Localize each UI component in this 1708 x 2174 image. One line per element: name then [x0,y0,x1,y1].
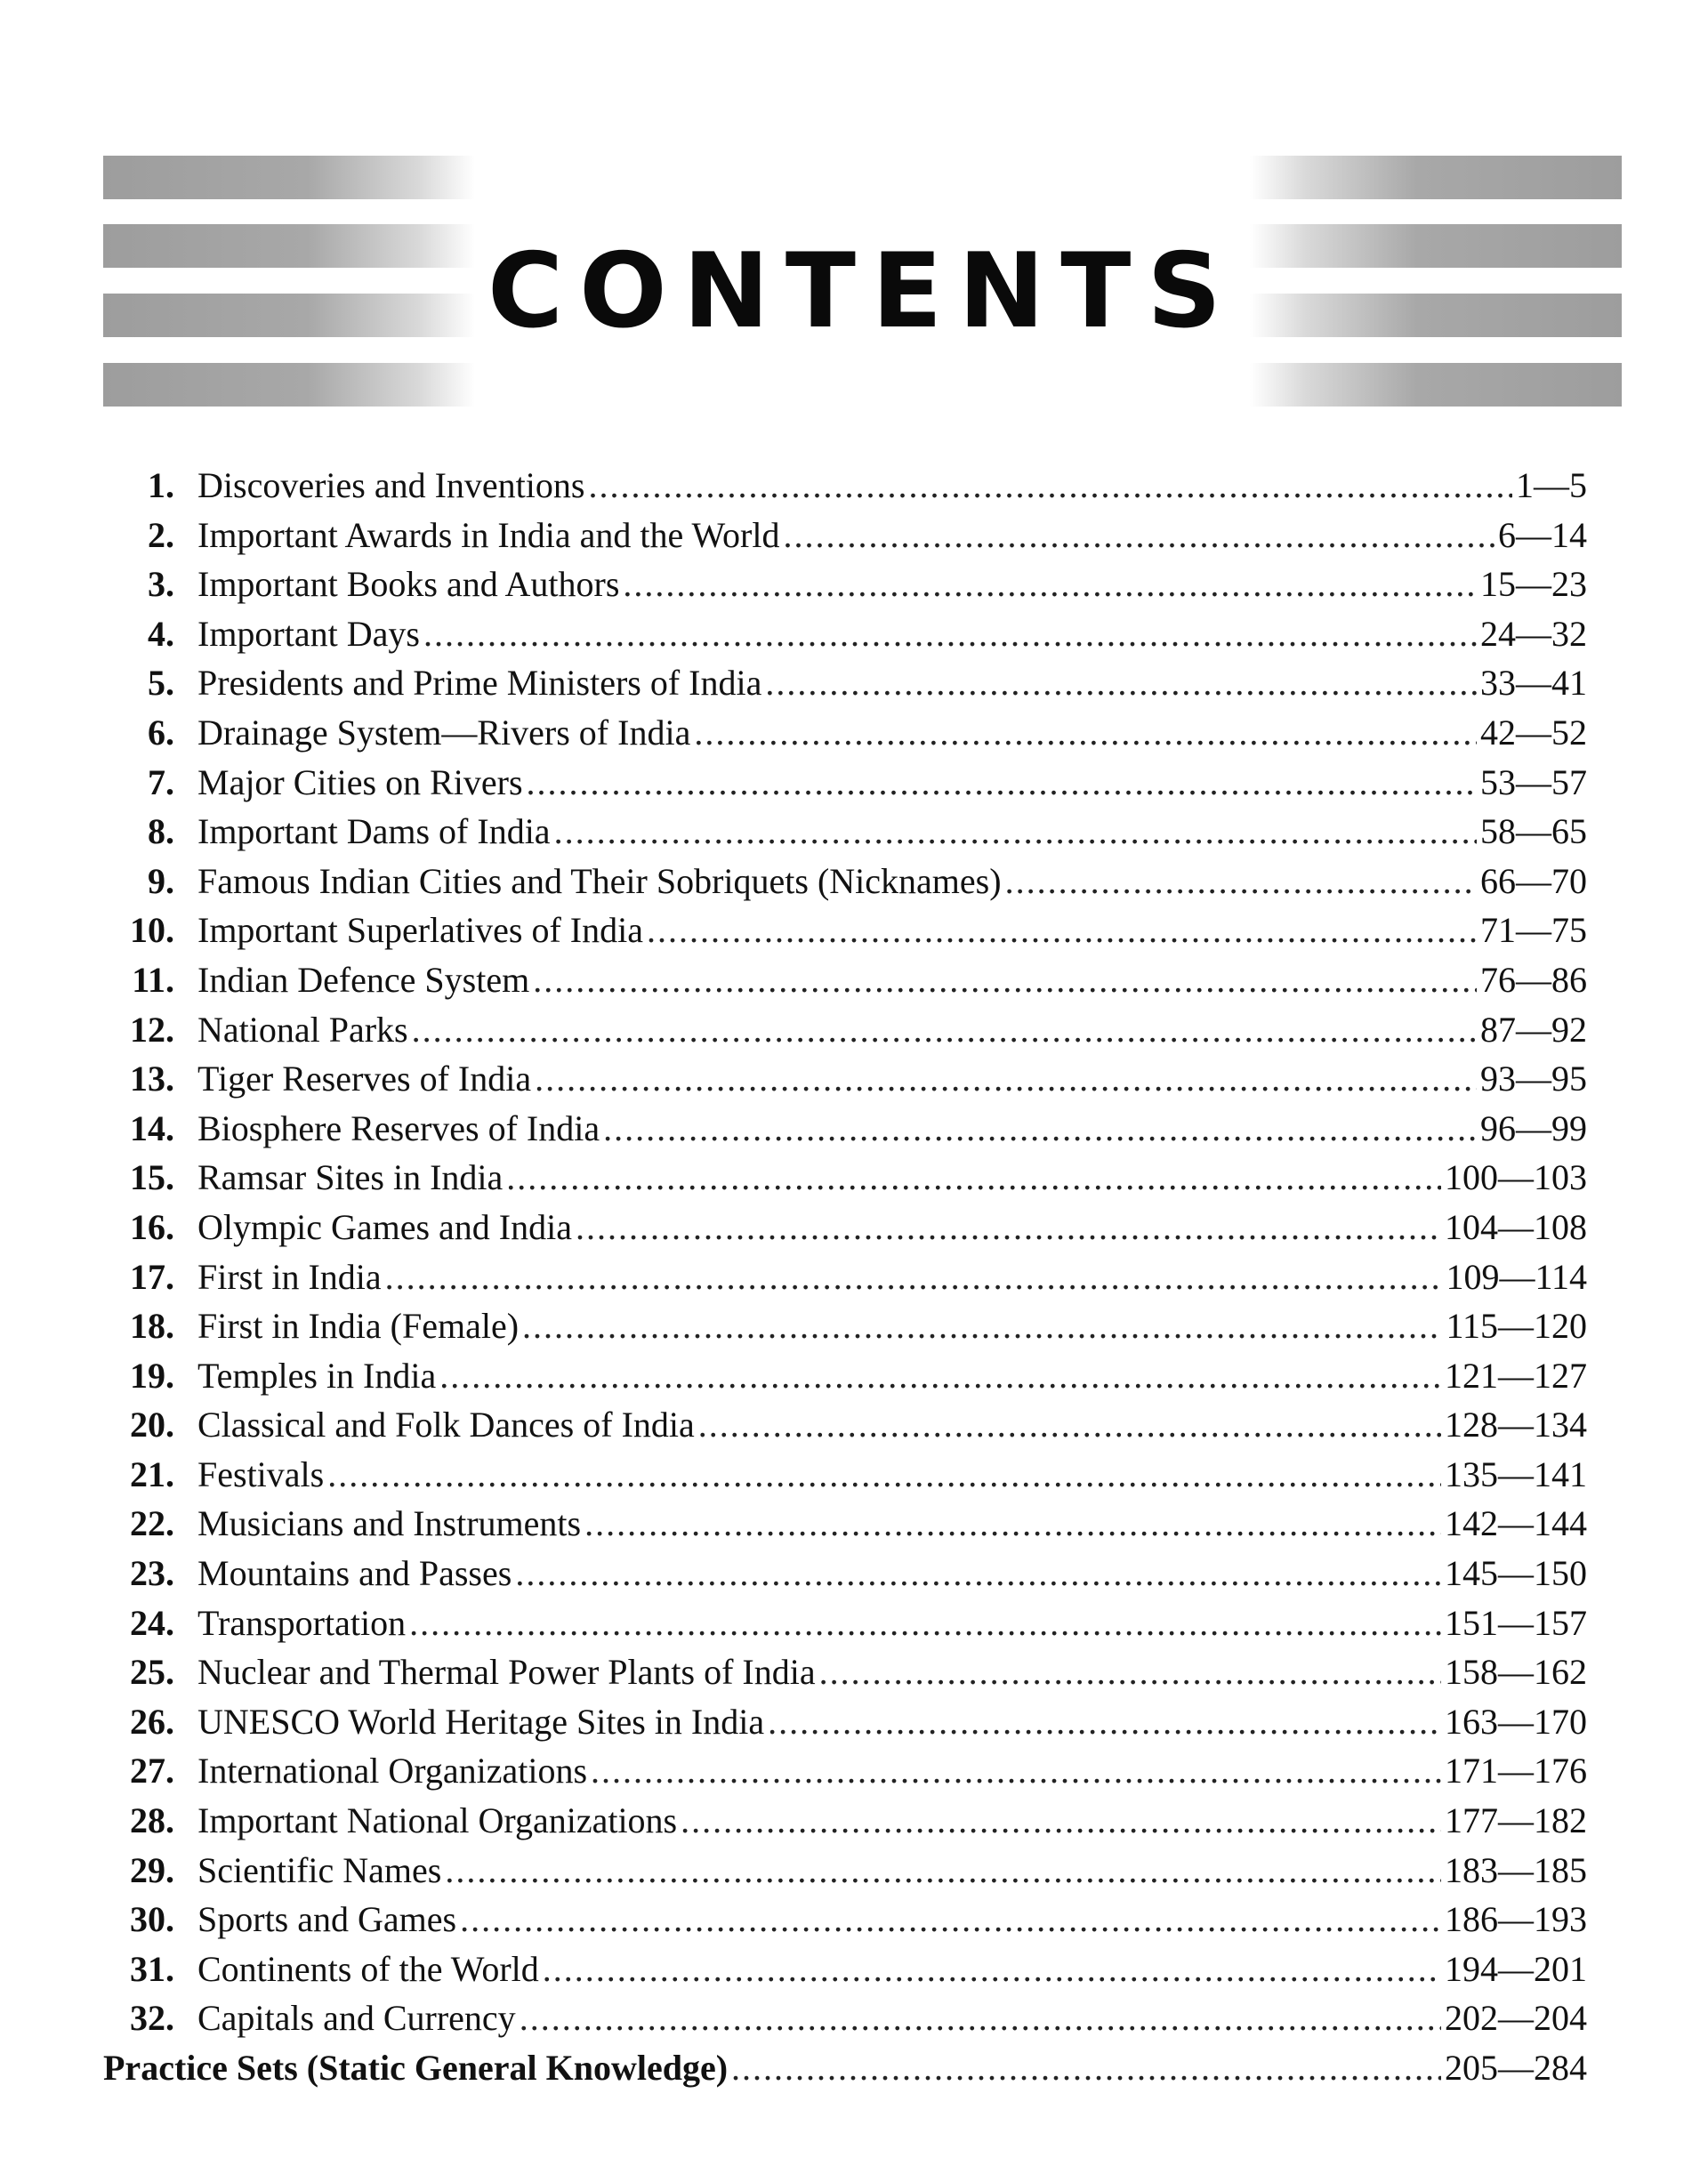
dot-leader [698,1400,1441,1450]
toc-entry-pages: 53—57 [1480,761,1587,802]
toc-entry-number: 2. [148,514,174,555]
toc-entry-number: 7. [148,761,174,802]
toc-entry [103,1846,1587,1896]
toc-entry-pages: 71—75 [1480,910,1587,951]
toc-entry-title: Major Cities on Rivers [197,761,523,802]
toc-entry-number: 27. [130,1751,174,1792]
dot-leader [327,1450,1441,1500]
toc-entry-title: Musicians and Instruments [197,1503,582,1544]
dot-leader [694,708,1477,758]
toc-entry-title: Presidents and Prime Ministers of India [197,663,762,704]
toc-entry [103,658,1587,708]
dot-leader [584,1499,1441,1549]
toc-entry-pages: 6—14 [1498,514,1587,555]
toc-practice-sets [103,2043,1587,2093]
toc-entry [103,1005,1587,1055]
toc-entry-pages: 100—103 [1445,1157,1587,1198]
toc-entry [103,906,1587,955]
dot-leader [603,1104,1477,1154]
dot-leader [506,1153,1441,1203]
toc-entry-title: Important Books and Authors [197,564,620,605]
toc-entry-pages: 158—162 [1445,1652,1587,1693]
toc-entry-pages: 76—86 [1480,959,1587,1000]
toc-entry [103,758,1587,808]
dot-leader [576,1203,1441,1252]
toc-entry-pages: 177—182 [1445,1800,1587,1841]
toc-entry-title: Mountains and Passes [197,1553,512,1594]
toc-entry-title: Transportation [197,1602,407,1643]
toc-entry-number: 21. [130,1453,174,1494]
toc-entry [103,1203,1587,1252]
toc-entry-pages: 171—176 [1445,1751,1587,1792]
toc-entry-pages: 33—41 [1480,663,1587,704]
toc-entry-number: 30. [130,1899,174,1940]
toc-entry-pages: 128—134 [1445,1405,1587,1445]
banner-stripe-left [103,363,475,407]
banner-stripe-right [1250,294,1622,337]
table-of-contents [103,461,1587,2093]
dot-leader [554,807,1477,857]
toc-entry-number: 12. [130,1009,174,1050]
toc-entry-number: 1. [148,465,174,505]
toc-entry-title: Temples in India [197,1355,437,1396]
toc-entry-number: 10. [130,910,174,951]
toc-entry-title: First in India [197,1256,382,1297]
toc-entry-pages: 96—99 [1480,1107,1587,1148]
toc-entry-number: 29. [130,1849,174,1890]
dot-leader [412,1005,1477,1055]
toc-entry-number: 4. [148,613,174,654]
toc-entry-title: Important Awards in India and the World [197,514,780,555]
toc-entry-title: Drainage System—Rivers of India [197,712,691,753]
dot-leader [768,1697,1441,1747]
toc-entry-pages: 121—127 [1445,1355,1587,1396]
toc-entry [103,1598,1587,1648]
toc-entry-pages: 186—193 [1445,1899,1587,1940]
toc-entry-number: 15. [130,1157,174,1198]
toc-entry-number: 13. [130,1059,174,1099]
toc-entry-pages: 93—95 [1480,1059,1587,1099]
dot-leader [783,511,1494,560]
toc-entry-pages: 194—201 [1445,1948,1587,1989]
banner-stripe-left [103,224,475,268]
toc-entry-title: Sports and Games [197,1899,457,1940]
toc-entry-number: 3. [148,564,174,605]
toc-entry-title: Festivals [197,1453,325,1494]
toc-entry [103,609,1587,659]
dot-leader [423,609,1477,659]
toc-entry-number: 19. [130,1355,174,1396]
contents-banner [0,0,1708,445]
toc-entry [103,1796,1587,1846]
page-title: CONTENTS [487,231,1237,351]
toc-entry-pages: 115—120 [1446,1306,1587,1347]
toc-entry [103,1252,1587,1302]
toc-entry-number: 20. [130,1405,174,1445]
toc-entry [103,1351,1587,1401]
toc-entry [103,708,1587,758]
toc-entry [103,1895,1587,1945]
toc-entry [103,1993,1587,2043]
toc-entry-title: International Organizations [197,1751,588,1792]
toc-entry-title: Indian Defence System [197,959,530,1000]
toc-entry [103,1450,1587,1500]
banner-stripe-left [103,294,475,337]
dot-leader [819,1647,1441,1697]
dot-leader [515,1549,1441,1598]
toc-entry-pages: 1—5 [1516,465,1587,505]
toc-entry [103,1054,1587,1104]
toc-entry-title: Biosphere Reserves of India [197,1107,600,1148]
toc-entry-pages: 24—32 [1480,613,1587,654]
toc-entry-title: Important National Organizations [197,1800,678,1841]
toc-entry-number: 26. [130,1701,174,1742]
toc-entry-number: 5. [148,663,174,704]
toc-entry-pages: 202—204 [1445,1998,1587,2039]
toc-entry-title: Nuclear and Thermal Power Plants of India [197,1652,816,1693]
dot-leader [527,758,1477,808]
toc-entry-number: 14. [130,1107,174,1148]
toc-entry [103,1647,1587,1697]
dot-leader [591,1746,1441,1796]
toc-entry-pages: 135—141 [1445,1453,1587,1494]
toc-entry [103,1697,1587,1747]
dot-leader [385,1252,1443,1302]
toc-entry-pages: 87—92 [1480,1009,1587,1050]
banner-stripe-right [1250,156,1622,199]
dot-leader [623,560,1477,609]
toc-entry [103,1499,1587,1549]
toc-entry-pages: 15—23 [1480,564,1587,605]
toc-entry [103,511,1587,560]
toc-entry-title: Discoveries and Inventions [197,465,585,505]
toc-entry [103,857,1587,906]
dot-leader [445,1846,1441,1896]
dot-leader [588,461,1512,511]
toc-entry [103,1746,1587,1796]
toc-entry [103,1301,1587,1351]
banner-stripe-right [1250,224,1622,268]
toc-entry-number: 32. [130,1998,174,2039]
toc-entry-pages: 183—185 [1445,1849,1587,1890]
toc-entry-title: Ramsar Sites in India [197,1157,504,1198]
toc-entry-number: 22. [130,1503,174,1544]
dot-leader [765,658,1477,708]
toc-entry-title: UNESCO World Heritage Sites in India [197,1701,765,1742]
toc-entry [103,1104,1587,1154]
toc-entry [103,461,1587,511]
toc-entry-title: Famous Indian Cities and Their Sobriquets (Nicknames) [197,860,1002,901]
toc-entry-pages: 145—150 [1445,1553,1587,1594]
toc-entry [103,807,1587,857]
toc-entry-title: Capitals and Currency [197,1998,516,2039]
practice-sets-title: Practice Sets (Static General Knowledge) [103,2048,729,2088]
toc-entry-number: 16. [130,1206,174,1247]
toc-entry-number: 31. [130,1948,174,1989]
toc-entry-number: 23. [130,1553,174,1594]
toc-entry-pages: 58—65 [1480,811,1587,852]
toc-entry [103,560,1587,609]
dot-leader [522,1301,1442,1351]
toc-entry-number: 11. [132,959,174,1000]
toc-entry [103,1153,1587,1203]
toc-entry-number: 28. [130,1800,174,1841]
toc-entry-title: Important Days [197,613,420,654]
dot-leader [731,2043,1441,2093]
toc-entry-pages: 151—157 [1445,1602,1587,1643]
dot-leader [409,1598,1441,1648]
toc-entry [103,1945,1587,1994]
toc-entry-title: Classical and Folk Dances of India [197,1405,695,1445]
toc-entry-number: 25. [130,1652,174,1693]
dot-leader [535,1054,1477,1104]
dot-leader [533,955,1477,1005]
dot-leader [1005,857,1477,906]
toc-entry-title: Scientific Names [197,1849,442,1890]
dot-leader [543,1945,1441,1994]
dot-leader [647,906,1477,955]
toc-entry-pages: 42—52 [1480,712,1587,753]
banner-stripe-right [1250,363,1622,407]
dot-leader [460,1895,1441,1945]
toc-entry-title: First in India (Female) [197,1306,520,1347]
toc-entry-number: 18. [130,1306,174,1347]
dot-leader [439,1351,1441,1401]
toc-entry-pages: 104—108 [1445,1206,1587,1247]
toc-entry-pages: 66—70 [1480,860,1587,901]
practice-sets-pages: 205—284 [1445,2048,1587,2088]
toc-entry-title: Important Dams of India [197,811,551,852]
toc-entry-number: 24. [130,1602,174,1643]
banner-stripe-left [103,156,475,199]
toc-entry-title: Olympic Games and India [197,1206,572,1247]
toc-entry-number: 6. [148,712,174,753]
toc-entry-pages: 163—170 [1445,1701,1587,1742]
dot-leader [681,1796,1441,1846]
toc-entry-pages: 142—144 [1445,1503,1587,1544]
toc-entry-pages: 109—114 [1446,1256,1587,1297]
toc-entry-title: Important Superlatives of India [197,910,643,951]
toc-entry [103,1549,1587,1598]
toc-entry-title: Continents of the World [197,1948,539,1989]
toc-entry [103,955,1587,1005]
toc-entry-number: 17. [130,1256,174,1297]
toc-entry-title: National Parks [197,1009,408,1050]
toc-entry-title: Tiger Reserves of India [197,1059,532,1099]
toc-entry-number: 9. [148,860,174,901]
toc-entry [103,1400,1587,1450]
dot-leader [520,1993,1441,2043]
toc-entry-number: 8. [148,811,174,852]
